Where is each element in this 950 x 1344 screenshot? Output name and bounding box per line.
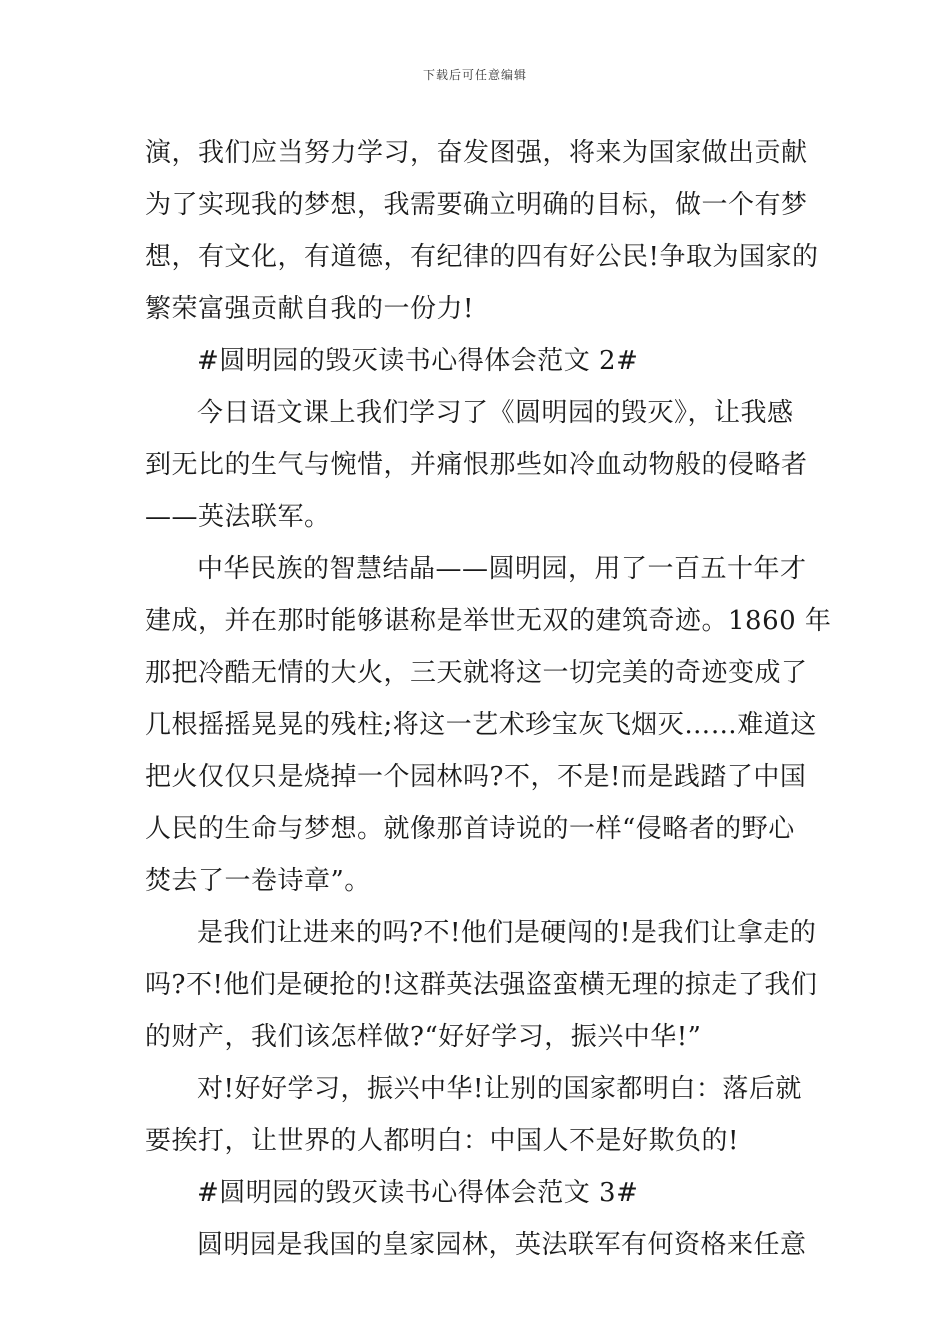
text-line: 为了实现我的梦想，我需要确立明确的目标，做一个有梦	[145, 190, 808, 220]
text-line: 今日语文课上我们学习了《圆明园的毁灭》，让我感	[197, 398, 794, 428]
text-line: 把火仅仅只是烧掉一个园林吗?不，不是!而是践踏了中国	[145, 762, 807, 792]
section-heading: #圆明园的毁灭读书心得体会范文 2#	[197, 346, 639, 376]
text-line: 要挨打，让世界的人都明白：中国人不是好欺负的!	[145, 1126, 739, 1156]
text-line: 繁荣富强贡献自我的一份力!	[145, 294, 474, 324]
text-line: 焚去了一卷诗章”。	[145, 866, 371, 896]
text-line: 那把冷酷无情的大火，三天就将这一切完美的奇迹变成了	[145, 658, 808, 688]
text-line: 中华民族的智慧结晶——圆明园，用了一百五十年才	[197, 554, 807, 584]
text-line: 演，我们应当努力学习，奋发图强，将来为国家做出贡献	[145, 138, 808, 168]
text-line: 圆明园是我国的皇家园林，英法联军有何资格来任意	[197, 1230, 807, 1260]
text-line: 的财产，我们该怎样做?“好好学习，振兴中华!”	[145, 1022, 702, 1052]
text-line: 几根摇摇晃晃的残柱;将这一艺术珍宝灰飞烟灭……难道这	[145, 710, 817, 740]
text-line: 到无比的生气与惋惜，并痛恨那些如冷血动物般的侵略者	[145, 450, 808, 480]
text-line: 吗?不!他们是硬抢的!这群英法强盗蛮横无理的掠走了我们	[145, 970, 818, 1000]
document-body	[145, 127, 832, 1271]
text-line: 建成，并在那时能够谌称是举世无双的建筑奇迹。1860 年	[145, 606, 832, 636]
text-line: 对!好好学习，振兴中华!让别的国家都明白：落后就	[197, 1074, 802, 1104]
text-line: 人民的生命与梦想。就像那首诗说的一样“侵略者的野心	[145, 814, 795, 844]
text-line: 是我们让进来的吗?不!他们是硬闯的!是我们让拿走的	[197, 918, 817, 948]
page-header: 下载后可任意编辑	[422, 68, 527, 82]
text-line: ——英法联军。	[145, 502, 331, 532]
section-heading: #圆明园的毁灭读书心得体会范文 3#	[197, 1178, 639, 1208]
text-line: 想，有文化，有道德，有纪律的四有好公民!争取为国家的	[145, 242, 819, 272]
